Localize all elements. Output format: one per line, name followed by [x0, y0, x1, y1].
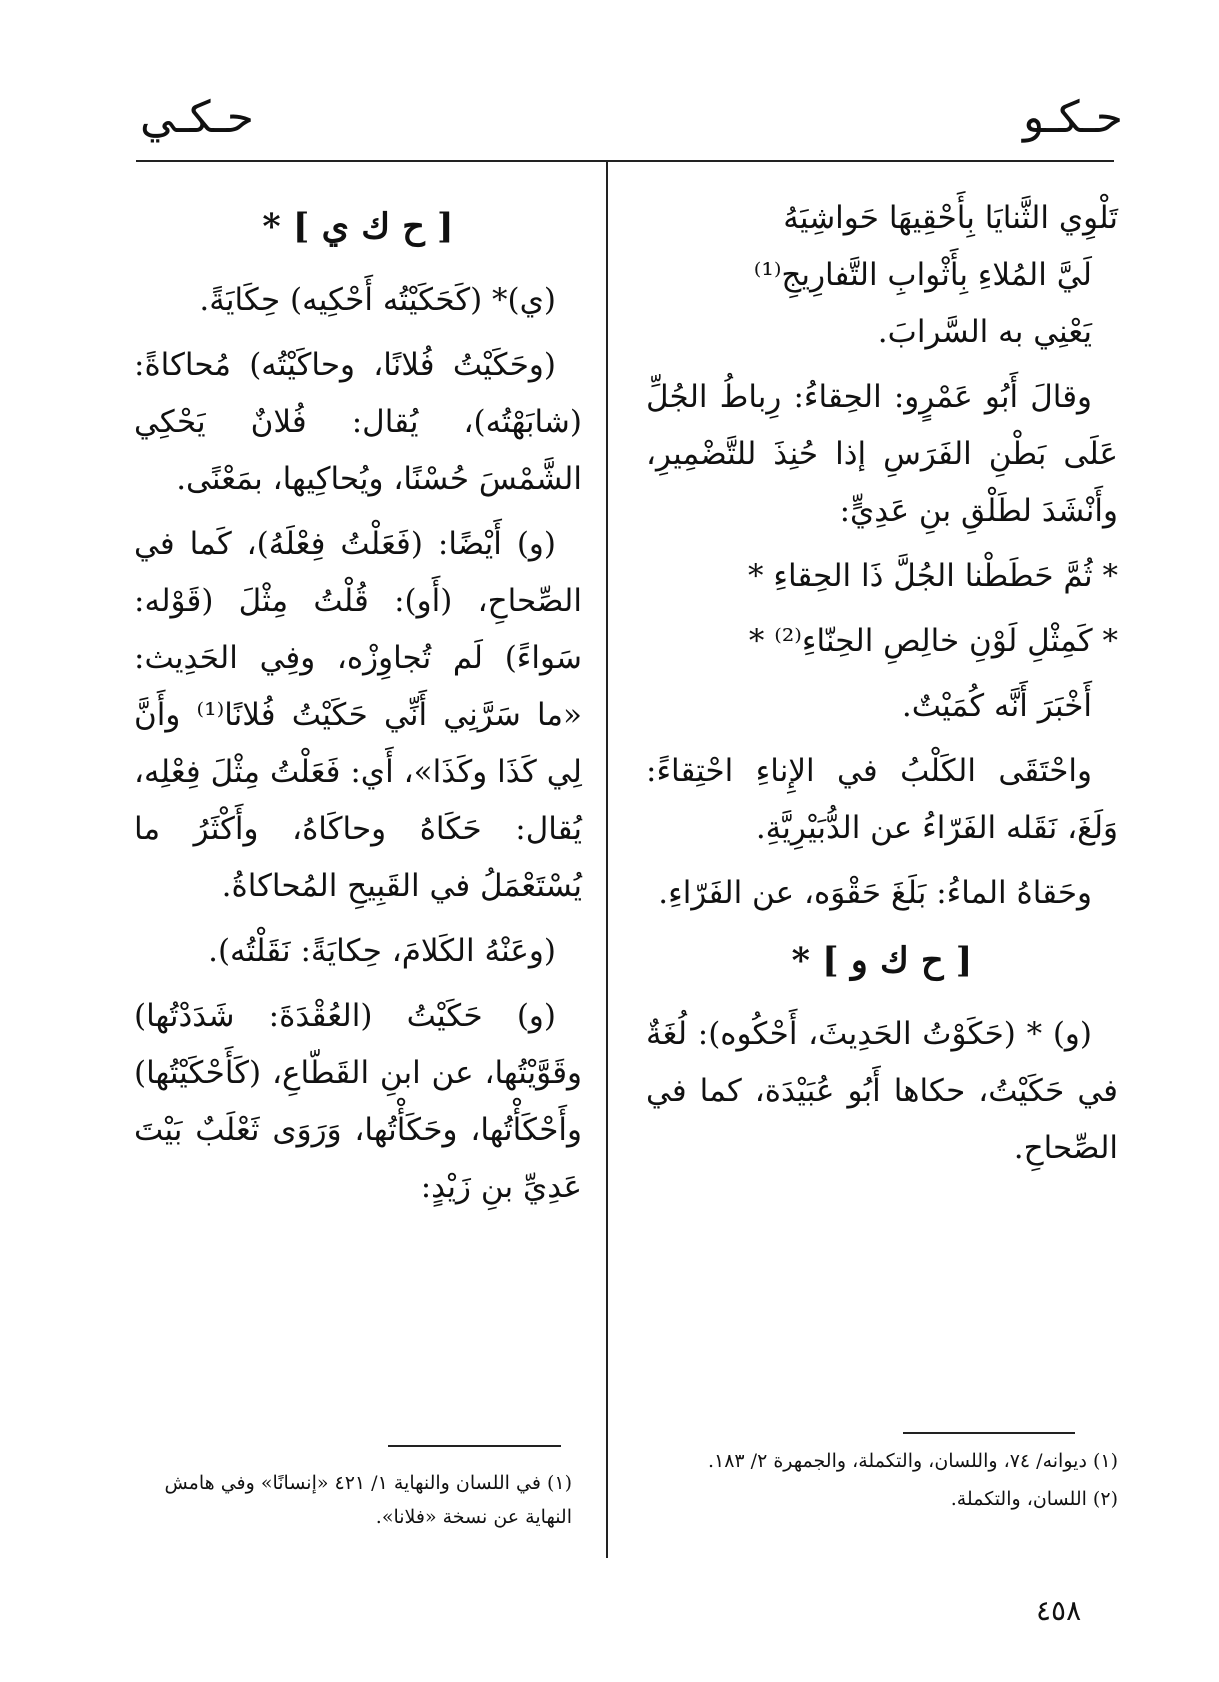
paragraph: (وحَكَيْتُ فُلانًا، وحاكَيْتُه) مُحاكاةً: (شابَهْتُه)، يُقال: فُلانٌ يَحْكِي الشَّمْسَ حُسْنًا، ويُحاكِيها، بمَعْنًى.: [134, 347, 582, 497]
paragraph: وحَقاهُ الماءُ: بَلَغَ حَقْوَه، عن الفَرّاءِ.: [658, 875, 1092, 911]
paragraph: (و) حَكَيْتُ (العُقْدَةَ: شَدَدْتُها) وقَوَّيْتُها، عن ابنِ القَطّاعِ، (كَأَحْكَيْتُها) وأَحْكَأْتُها، وحَكَأْتُها، وَرَوَى ثَعْلَبٌ بَيْتَ عَدِيِّ بنِ زَيْدٍ:: [134, 998, 582, 1205]
paragraph: (و) أَيْضًا: (فَعَلْتُ فِعْلَهُ)، كَما في الصِّحاحِ، (أَو): قُلْتُ مِثْلَ (قَوْله: سَواءً) لَم تُجاوِزْه، وفِي الحَدِيث: «ما سَرَّنِي أَنِّي حَكَيْتُ فُلانًا⁽¹⁾ وأَنَّ لِي كَذَا وكَذَا»، أَي: فَعَلْتُ مِثْلَ فِعْلِه، يُقال: حَكَاهُ وحاكَاهُ، وأَكْثَرُ ما يُسْتَعْمَلُ في القَبِيحِ المُحاكاةُ.: [134, 526, 582, 904]
paragraph: (و) * (حَكَوْتُ الحَدِيثَ، أَحْكُوه): لُغَةٌ في حَكَيْتُ، حكاها أَبُو عُبَيْدَة، كما في الصِّحاحِ.: [646, 1016, 1118, 1166]
footnote: (٢) اللسان، والتكملة.: [950, 1488, 1118, 1510]
footnote-rule: [388, 1445, 561, 1447]
paragraph: واحْتَقَى الكَلْبُ في الإِناءِ احْتِقاءً: وَلَغَ، نَقَله الفَرّاءُ عن الدُّبَيْرِيَّةِ.: [646, 753, 1118, 846]
footnote: (١) في اللسان والنهاية ١/ ٤٢١ «إنسانًا» وفي هامش النهاية عن نسخة «فلانا».: [164, 1472, 572, 1528]
footnote-rule: [903, 1432, 1075, 1434]
left-column: [134, 190, 582, 1224]
paragraph: أَخْبَرَ أَنَّه كُمَيْتٌ.: [901, 688, 1092, 724]
running-head-right: حـكـو: [1022, 92, 1123, 143]
right-column: [646, 190, 1118, 1185]
verse-line: لَيَّ المُلاءِ بِأَثْوابِ التَّفارِيجِ⁽¹⁾: [753, 257, 1092, 293]
paragraph: يَعْنِي به السَّرابَ.: [877, 314, 1092, 350]
entry-heading: [ ح ك و ] *: [791, 940, 973, 981]
footnotes-left: [132, 1466, 572, 1538]
entry-heading: [ ح ك ي ] *: [262, 206, 454, 247]
footnotes-right: [646, 1444, 1118, 1520]
column-divider: [606, 160, 608, 1558]
paragraph: (ي)* (كَحَكَيْتُه أَحْكِيه) حِكَايَةً.: [199, 282, 556, 318]
page-number: ٤٥٨: [1036, 1594, 1082, 1627]
header-rule: [136, 160, 1114, 162]
verse-line: * ثُمَّ حَطَطْنا الجُلَّ ذَا الحِقاءِ *: [748, 558, 1118, 594]
paragraph: (وعَنْهُ الكَلامَ، حِكايَةً: نَقَلْتُه).: [208, 933, 556, 969]
paragraph: وقالَ أَبُو عَمْرٍو: الحِقاءُ: رِباطُ الجُلِّ عَلَى بَطْنِ الفَرَسِ إذا حُنِذَ للتَّضْمِيرِ، وأَنْشَدَ لطَلْقِ بنِ عَدِيٍّ:: [646, 379, 1118, 529]
verse-line: * كَمِثْلِ لَوْنِ خالِصِ الحِنّاءِ⁽²⁾ *: [748, 623, 1118, 659]
verse-line: تَلْوِي الثَّنايَا بِأَحْقِيهَا حَواشِيَهُ: [783, 200, 1118, 236]
footnote: (١) ديوانه/ ٧٤، واللسان، والتكملة، والجمهرة ٢/ ١٨٣.: [707, 1450, 1118, 1472]
running-head-left: حـكـي: [140, 92, 254, 143]
